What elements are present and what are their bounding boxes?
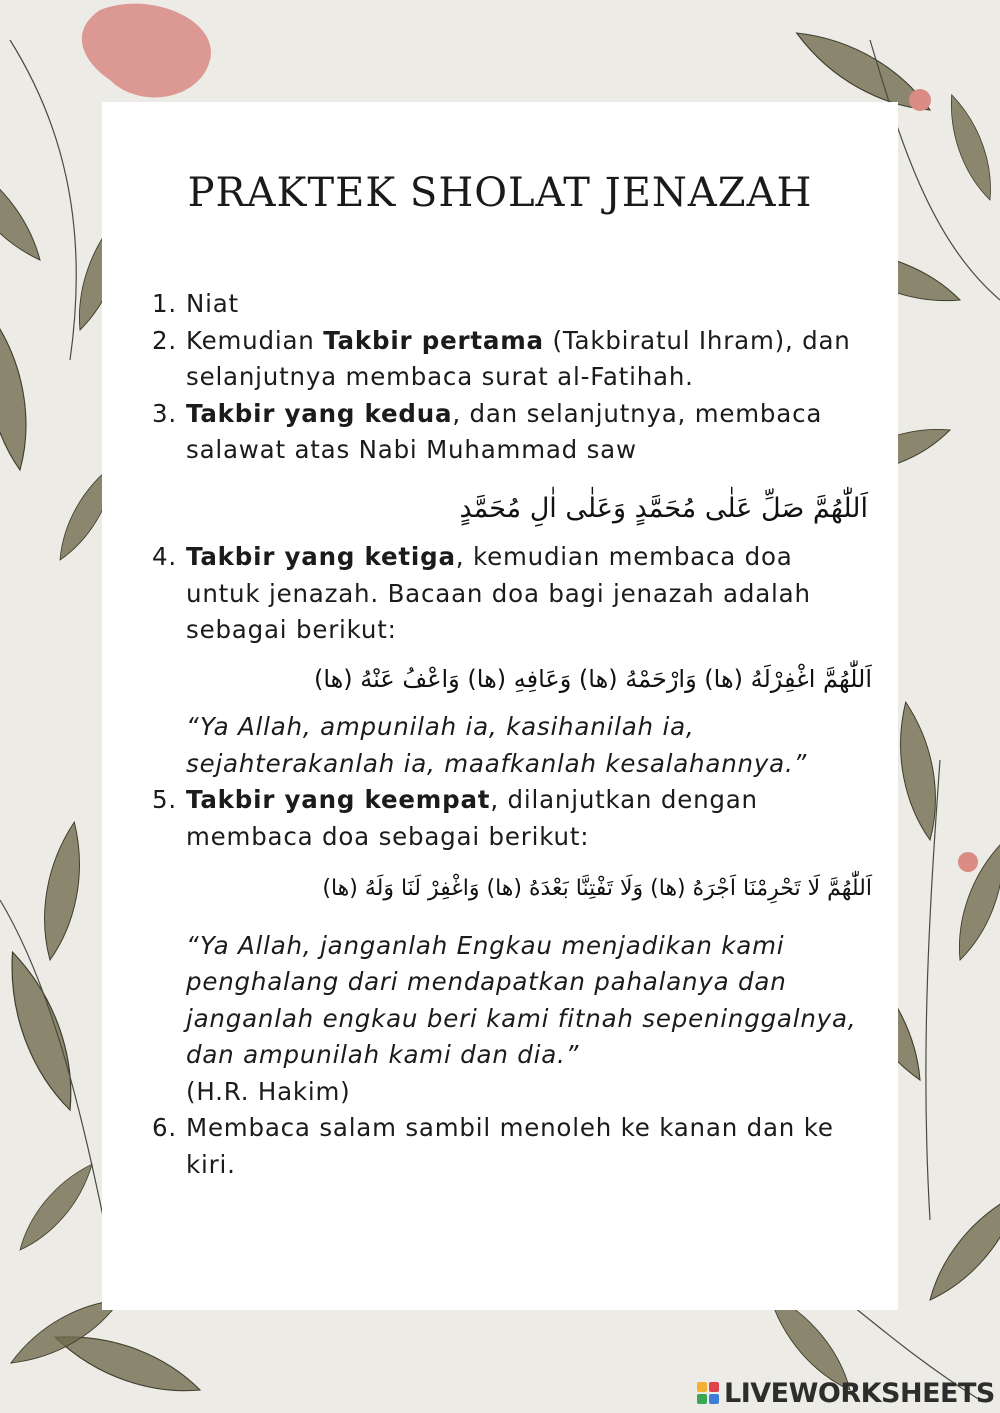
step-heading: Takbir yang kedua: [186, 398, 453, 428]
step-text: Niat: [186, 289, 239, 318]
step-heading: Takbir pertama: [323, 325, 544, 355]
step-text-lead: Kemudian: [186, 325, 324, 355]
step-text-rest: , kemudian membaca doa untuk jenazah. Bacaan doa bagi jenazah adalah sebagai berikut:: [186, 542, 811, 644]
step-number: 4.: [152, 542, 177, 571]
page-title: PRAKTEK SHOLAT JENAZAH: [187, 170, 813, 216]
step-text-rest: , dan selanjutnya, membaca salawat atas Nabi Muhammad saw: [186, 398, 823, 464]
step-text: [186, 396, 872, 469]
liveworksheets-logo-icon: [697, 1382, 719, 1404]
step-text-rest: , dilanjutkan dengan membaca doa sebagai berikut:: [186, 785, 758, 851]
arabic-doa-ketiga: اَللّٰهُمَّ اغْفِرْلَهُ (ها) وَارْحَمْهُ (ها) وَعَافِهِ (ها) وَاعْفُ عَنْهُ (ها): [313, 664, 872, 693]
step-2: [152, 323, 872, 396]
step-1: [152, 286, 872, 323]
step-number: 5.: [152, 785, 177, 814]
steps-list: [152, 286, 872, 1183]
step-6: [152, 1110, 872, 1183]
hadith-source: (H.R. Hakim): [186, 1076, 351, 1106]
step-number: 3.: [152, 398, 177, 428]
step-heading: Takbir yang ketiga: [186, 542, 456, 571]
arabic-salawat: اَللّٰهُمَّ صَلِّ عَلٰى مُحَمَّدٍ وَعَلٰى اٰلِ مُحَمَّدٍ: [459, 492, 868, 524]
step-number: 6.: [152, 1113, 177, 1142]
step-number: 1.: [152, 289, 177, 318]
liveworksheets-watermark[interactable]: [697, 1378, 995, 1408]
step-text-rest: (Takbiratul Ihram), dan selanjutnya membaca surat al-Fatihah.: [186, 325, 851, 391]
watermark-text: LIVEWORKSHEETS: [724, 1377, 995, 1409]
step-text: [186, 782, 872, 855]
step-number: 2.: [152, 325, 177, 355]
step-5: [152, 782, 872, 855]
step-heading: Takbir yang keempat: [186, 785, 491, 814]
step-4: [152, 539, 872, 649]
step-text: [186, 539, 872, 649]
step-3: [152, 396, 872, 469]
step-text: Membaca salam sambil menoleh ke kanan dan ke kiri.: [186, 1113, 834, 1179]
arabic-doa-keempat: اَللّٰهُمَّ لَا تَحْرِمْنَا اَجْرَهُ (ها) وَلَا تَفْتِنَّا بَعْدَهُ (ها) وَاغْفِرْ لَنَا وَلَهُ (ها): [322, 876, 872, 901]
translation-quote: “Ya Allah, janganlah Engkau menjadikan kami penghalang dari mendapatkan pahalanya dan janganlah engkau beri kami fitnah sepeninggalnya, dan ampunilah kami dan dia.”: [186, 930, 857, 1069]
translation-quote: “Ya Allah, ampunilah ia, kasihanilah ia, sejahterakanlah ia, maafkanlah kesalahannya.”: [186, 712, 808, 778]
step-text: [186, 323, 872, 396]
